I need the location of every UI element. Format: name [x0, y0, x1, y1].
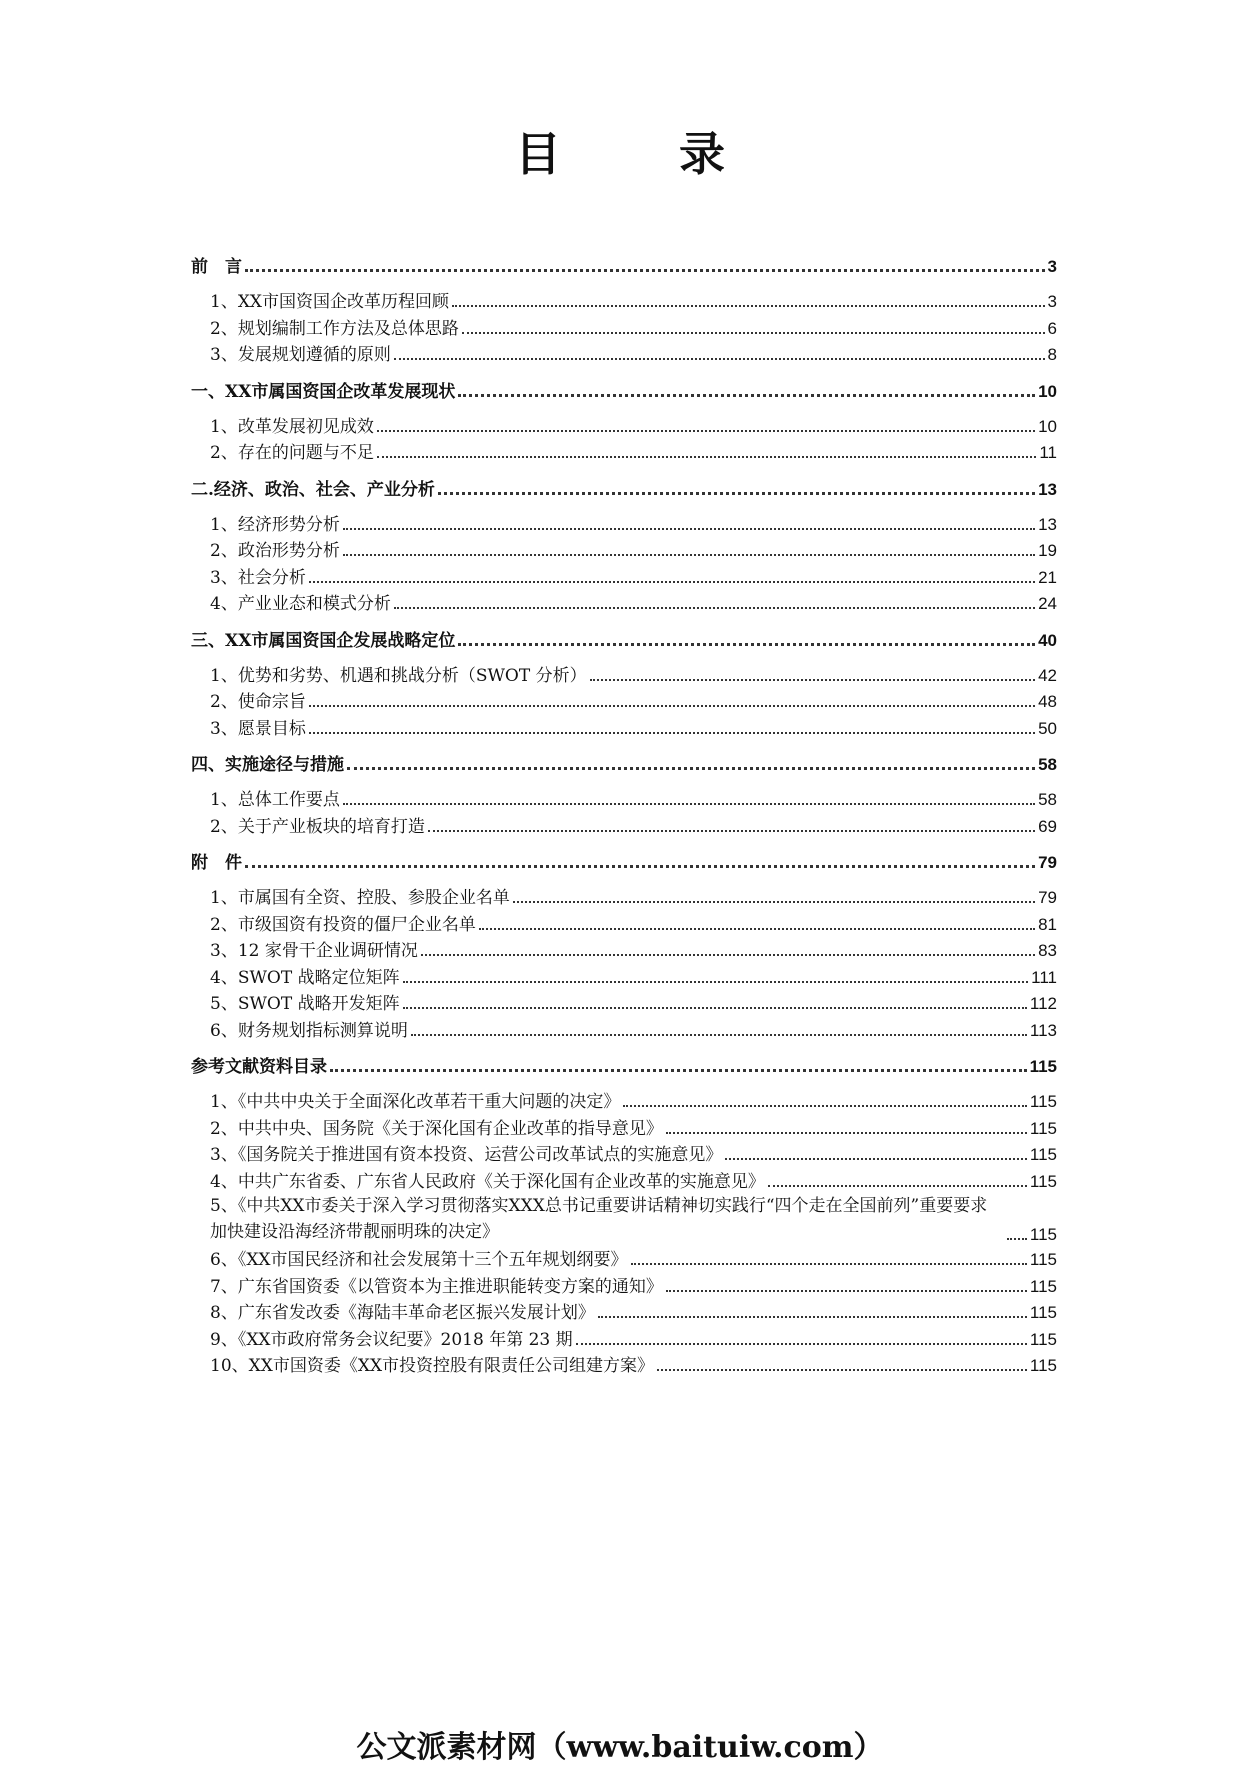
toc-section-entry[interactable] [191, 510, 1057, 537]
toc-dot-leader [623, 1105, 1027, 1107]
toc-dot-leader [590, 679, 1035, 681]
toc-section-entry[interactable] [191, 785, 1057, 812]
footer-watermark: 公文派素材网（www.baituiw.com） [356, 1730, 884, 1765]
toc-section-entry[interactable] [191, 1193, 1057, 1245]
toc-dot-leader [631, 1263, 1027, 1265]
toc-dot-leader [245, 269, 1045, 272]
toc-section-entry[interactable] [191, 563, 1057, 590]
toc-page-number: 115 [1029, 1356, 1057, 1375]
toc-entry-label: 5、SWOT 战略开发矩阵 [210, 994, 400, 1014]
toc-entry-label: 4、SWOT 战略定位矩阵 [210, 967, 400, 988]
toc-page-number: 11 [1039, 443, 1057, 462]
toc-section-entry[interactable] [191, 589, 1057, 616]
toc-entry-label: 1、XX市国资国企改革历程回顾 [210, 292, 450, 312]
toc-dot-leader [245, 865, 1035, 868]
toc-page-number: 3 [1047, 292, 1057, 311]
toc-page-number: 115 [1029, 1329, 1057, 1349]
toc-page-number: 115 [1029, 1225, 1057, 1244]
toc-page-number: 58 [1038, 790, 1057, 809]
toc-page-number: 115 [1029, 1092, 1057, 1111]
toc-page-number: 79 [1038, 853, 1057, 872]
toc-section-entry[interactable] [191, 314, 1057, 341]
toc-page-number: 115 [1029, 1171, 1057, 1191]
toc-dot-leader [725, 1158, 1027, 1160]
toc-page-number: 6 [1047, 318, 1057, 338]
toc-section-entry[interactable] [191, 1114, 1057, 1141]
toc-dot-leader [452, 305, 1045, 307]
table-of-contents [191, 252, 1057, 1378]
toc-entry-label: 2、使命宗旨 [210, 692, 306, 712]
toc-section-entry[interactable] [191, 1245, 1057, 1272]
toc-entry-label: 1、市属国有全资、控股、参股企业名单 [210, 888, 510, 908]
toc-entry-label: 三、XX市属国资国企发展战略定位 [191, 630, 456, 651]
toc-dot-leader [598, 1316, 1027, 1318]
toc-section-entry[interactable] [191, 1016, 1057, 1043]
toc-entry-label: 6、《XX市国民经济和社会发展第十三个五年规划纲要》 [210, 1250, 628, 1270]
toc-page-number: 8 [1047, 345, 1057, 364]
toc-section-entry[interactable] [191, 989, 1057, 1016]
toc-entry-label: 附 件 [191, 853, 242, 873]
toc-page-number: 79 [1038, 888, 1057, 907]
toc-dot-leader [666, 1290, 1027, 1292]
toc-entry-label: 10、XX市国资委《XX市投资控股有限责任公司组建方案》 [210, 1356, 655, 1376]
toc-page-number: 115 [1029, 1145, 1057, 1164]
toc-page-number: 48 [1038, 692, 1057, 711]
toc-dot-leader [347, 767, 1035, 770]
toc-dot-leader [330, 1069, 1027, 1072]
toc-entry-label: 8、广东省发改委《海陆丰革命老区振兴发展计划》 [210, 1303, 595, 1323]
toc-section-entry[interactable] [191, 1272, 1057, 1299]
toc-section-entry[interactable] [191, 963, 1057, 990]
toc-dot-leader [343, 554, 1035, 556]
toc-entry-label: 3、12 家骨干企业调研情况 [210, 941, 418, 961]
toc-entry-label: 二.经济、政治、社会、产业分析 [191, 479, 435, 500]
toc-dot-leader [657, 1369, 1027, 1371]
toc-page-number: 115 [1029, 1303, 1057, 1322]
toc-page-number: 115 [1029, 1057, 1057, 1076]
toc-dot-leader [377, 456, 1037, 458]
toc-entry-label: 5、《中共XX市委关于深入学习贯彻落实XXX总书记重要讲话精神切实践行“四个走在全国前列”重要要求加快建设沿海经济带靓丽明珠的决定》 [210, 1196, 988, 1242]
toc-dot-leader [309, 732, 1035, 734]
toc-page-number: 40 [1038, 630, 1057, 650]
toc-section-entry[interactable] [191, 714, 1057, 741]
toc-section-entry[interactable] [191, 812, 1057, 839]
toc-entry-label: 1、总体工作要点 [210, 790, 340, 810]
toc-dot-leader [343, 803, 1035, 805]
toc-dot-leader [462, 332, 1045, 334]
toc-section-entry[interactable] [191, 412, 1057, 439]
toc-dot-leader [394, 607, 1035, 609]
toc-dot-leader [479, 928, 1035, 930]
toc-dot-leader [513, 901, 1035, 903]
toc-page-number: 115 [1029, 1118, 1057, 1138]
toc-page-number: 83 [1038, 941, 1057, 960]
toc-page-number: 13 [1038, 514, 1057, 534]
toc-entry-label: 前 言 [191, 257, 242, 277]
toc-section-entry[interactable] [191, 340, 1057, 367]
toc-section-entry[interactable] [191, 910, 1057, 937]
toc-section-entry[interactable] [191, 1087, 1057, 1114]
toc-page-number: 112 [1029, 994, 1057, 1013]
toc-entry-label: 2、政治形势分析 [210, 541, 340, 561]
toc-dot-leader [343, 528, 1035, 530]
toc-page-number: 115 [1029, 1276, 1057, 1296]
toc-entry-label: 2、市级国资有投资的僵尸企业名单 [210, 914, 476, 935]
toc-entry-label: 一、XX市属国资国企改革发展现状 [191, 381, 456, 402]
toc-page-number: 50 [1038, 718, 1057, 738]
toc-entry-label: 1、改革发展初见成效 [210, 416, 374, 437]
toc-entry-label: 四、实施途径与措施 [191, 755, 344, 775]
toc-dot-leader [428, 830, 1035, 832]
toc-dot-leader [394, 358, 1045, 360]
toc-entry-label: 4、产业业态和模式分析 [210, 594, 391, 614]
toc-dot-leader [411, 1034, 1027, 1036]
toc-entry-label: 3、社会分析 [210, 567, 306, 588]
toc-page-number: 21 [1038, 567, 1057, 587]
toc-dot-leader [666, 1132, 1027, 1134]
toc-section-entry[interactable] [191, 1140, 1057, 1167]
toc-entry-label: 3、《国务院关于推进国有资本投资、运营公司改革试点的实施意见》 [210, 1145, 723, 1165]
toc-entry-label: 3、发展规划遵循的原则 [210, 345, 391, 365]
toc-entry-label: 1、优势和劣势、机遇和挑战分析（SWOT 分析） [210, 665, 587, 686]
toc-dot-leader [377, 430, 1035, 432]
toc-page-number: 81 [1038, 914, 1057, 934]
toc-page-number: 58 [1038, 755, 1057, 774]
toc-section-entry[interactable] [191, 687, 1057, 714]
toc-entry-label: 1、经济形势分析 [210, 514, 340, 535]
toc-page-number: 10 [1038, 416, 1057, 436]
toc-chapter-entry[interactable] [191, 377, 1057, 408]
toc-chapter-entry[interactable] [191, 475, 1057, 506]
toc-entry-label: 1、《中共中央关于全面深化改革若干重大问题的决定》 [210, 1092, 621, 1112]
toc-dot-leader [309, 705, 1035, 707]
toc-section-entry[interactable] [191, 661, 1057, 688]
toc-section-entry[interactable] [191, 883, 1057, 910]
toc-section-entry[interactable] [191, 536, 1057, 563]
toc-entry-label: 参考文献资料目录 [191, 1057, 327, 1077]
toc-section-entry[interactable] [191, 1351, 1057, 1378]
toc-entry-label: 2、规划编制工作方法及总体思路 [210, 318, 459, 339]
toc-page-number: 115 [1029, 1250, 1057, 1269]
toc-page-number: 13 [1038, 479, 1057, 499]
toc-dot-leader [403, 1007, 1027, 1009]
toc-dot-leader [438, 492, 1035, 495]
toc-chapter-entry[interactable] [191, 1052, 1057, 1083]
toc-entry-label: 3、愿景目标 [210, 718, 306, 739]
toc-chapter-entry[interactable] [191, 848, 1057, 879]
toc-entry-label: 7、广东省国资委《以管资本为主推进职能转变方案的通知》 [210, 1276, 663, 1297]
toc-dot-leader [403, 981, 1029, 983]
toc-chapter-entry[interactable] [191, 626, 1057, 657]
toc-page-number: 69 [1038, 816, 1057, 836]
toc-page-number: 111 [1031, 967, 1057, 987]
toc-entry-label: 2、存在的问题与不足 [210, 443, 374, 463]
toc-page-number: 42 [1038, 665, 1057, 685]
toc-section-entry[interactable] [191, 287, 1057, 314]
toc-chapter-entry[interactable] [191, 750, 1057, 781]
toc-dot-leader [458, 643, 1035, 646]
toc-entry-label: 9、《XX市政府常务会议纪要》2018 年第 23 期 [210, 1329, 573, 1350]
toc-entry-label: 4、中共广东省委、广东省人民政府《关于深化国有企业改革的实施意见》 [210, 1171, 765, 1192]
toc-section-entry[interactable] [191, 936, 1057, 963]
toc-section-entry[interactable] [191, 1167, 1057, 1194]
toc-page-number: 3 [1047, 257, 1057, 276]
toc-section-entry[interactable] [191, 438, 1057, 465]
toc-page-number: 10 [1038, 381, 1057, 401]
toc-dot-leader [421, 954, 1035, 956]
toc-entry-label: 2、关于产业板块的培育打造 [210, 816, 425, 837]
toc-chapter-entry[interactable] [191, 252, 1057, 283]
toc-page-number: 113 [1029, 1020, 1057, 1040]
toc-dot-leader [576, 1343, 1027, 1345]
page-title: 目 录 [515, 127, 761, 181]
toc-entry-label: 6、财务规划指标测算说明 [210, 1020, 408, 1041]
toc-section-entry[interactable] [191, 1325, 1057, 1352]
toc-dot-leader [1007, 1238, 1027, 1240]
toc-page-number: 19 [1038, 541, 1057, 560]
toc-section-entry[interactable] [191, 1298, 1057, 1325]
toc-dot-leader [458, 394, 1035, 397]
toc-entry-label: 2、中共中央、国务院《关于深化国有企业改革的指导意见》 [210, 1118, 663, 1139]
toc-page-number: 24 [1038, 594, 1057, 613]
toc-dot-leader [768, 1185, 1027, 1187]
toc-dot-leader [309, 581, 1035, 583]
